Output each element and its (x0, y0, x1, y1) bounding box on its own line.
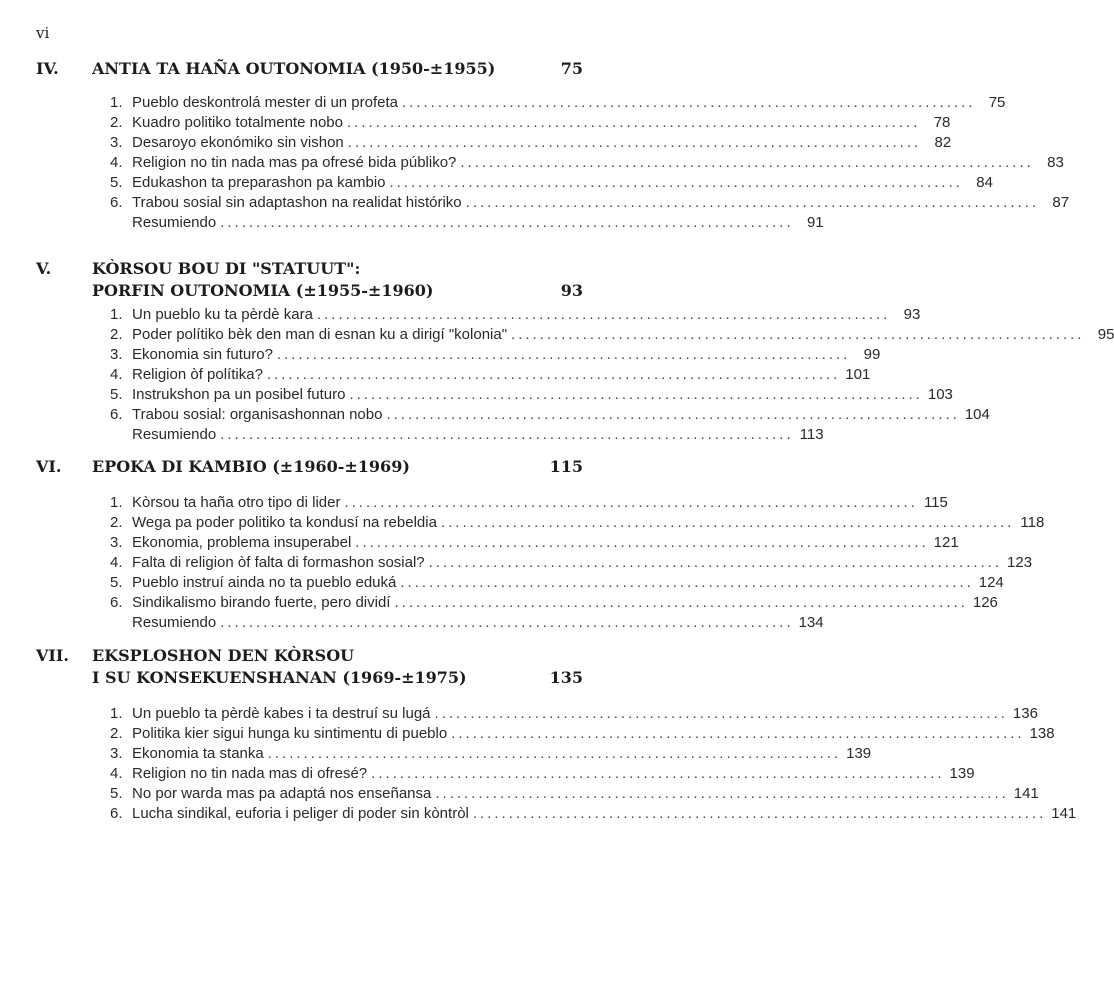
chapter-title-line2: I SU KONSEKUENSHANAN (1969-±1975) (92, 668, 467, 687)
entry-page: 115 (923, 494, 948, 511)
entry-number: 2. (110, 326, 123, 343)
toc-entry[interactable]: 1. Un pueblo ta pèrdè kabes i ta destruí su lugá ................................................................................ 136 (110, 705, 1038, 722)
chapter-title: ANTIA TA HAÑA OUTONOMIA (1950-±1955) (92, 59, 496, 78)
toc-entry[interactable]: 4. Falta di religion òf falta di formashon sosial? ................................................................................ 123 (110, 554, 1033, 571)
toc-entry[interactable]: 2. Poder polítiko bèk den man di esnan ku a dirigí "kolonia" ................................................................................ 95 (110, 326, 1114, 343)
entry-text: Sindikalismo birando fuerte, pero dividí (132, 594, 391, 611)
entry-text: Instrukshon pa un posibel futuro (132, 386, 346, 403)
toc-entry[interactable]: 4. Religion no tin nada mas pa ofresé bida públiko? ................................................................................ 83 (110, 154, 1064, 171)
toc-entry[interactable]: 6. Lucha sindikal, euforia i peliger di poder sin kòntròl ................................................................................ 141 (110, 805, 1077, 822)
entry-number: 6. (110, 805, 123, 822)
entry-number: 3. (110, 134, 123, 151)
entry-number: 6. (110, 194, 123, 211)
entry-page: 82 (934, 134, 952, 151)
toc-entry[interactable]: 3. Ekonomia ta stanka ................................................................................ 139 (110, 745, 872, 762)
entry-text: Edukashon ta preparashon pa kambio (132, 174, 386, 191)
toc-entry-summary[interactable]: Resumiendo ................................................................................ 91 (132, 214, 824, 231)
entry-number: 4. (110, 154, 123, 171)
entry-page: 126 (972, 594, 998, 611)
toc-entry-summary[interactable]: Resumiendo ................................................................................ 134 (132, 614, 824, 631)
entry-number: 2. (110, 114, 123, 131)
entry-page: 141 (1013, 785, 1039, 802)
entry-number: 4. (110, 765, 123, 782)
entry-page: 75 (988, 94, 1006, 111)
entry-page: 141 (1051, 805, 1077, 822)
entry-page: 134 (798, 614, 824, 631)
entry-page: 104 (964, 406, 990, 423)
entry-page: 91 (806, 214, 824, 231)
entry-page: 118 (1020, 514, 1045, 531)
entry-number: 3. (110, 534, 123, 551)
entry-text: No por warda mas pa adaptá nos enseñansa (132, 785, 432, 802)
entry-page: 95 (1097, 326, 1114, 343)
entry-text: Resumiendo (132, 614, 217, 631)
entry-number: 5. (110, 785, 123, 802)
entry-number: 1. (110, 94, 123, 111)
chapter-page: 75 (560, 59, 583, 78)
entry-page: 113 (799, 426, 824, 443)
toc-entry[interactable]: 3. Ekonomia sin futuro? ................................................................................ 99 (110, 346, 881, 363)
toc-entry[interactable]: 2. Politika kier sigui hunga ku sintimentu di pueblo ................................................................................ 138 (110, 725, 1055, 742)
entry-number: 4. (110, 554, 123, 571)
toc-entry[interactable]: 1. Pueblo deskontrolá mester di un profeta ................................................................................ 75 (110, 94, 1006, 111)
entry-page: 123 (1007, 554, 1033, 571)
page-number: vi (36, 24, 50, 42)
entry-number: 6. (110, 594, 123, 611)
chapter-title: EKSPLOSHON DEN KÒRSOU (92, 646, 355, 665)
entry-text: Falta di religion òf falta di formashon sosial? (132, 554, 425, 571)
entry-number: 5. (110, 386, 123, 403)
entry-number: 1. (110, 494, 123, 511)
entry-number: 2. (110, 514, 123, 531)
entry-text: Wega pa poder politiko ta kondusí na rebeldia (132, 514, 437, 531)
entry-number: 5. (110, 574, 123, 591)
chapter-number: VII. (36, 646, 69, 665)
entry-text: Religion òf polítika? (132, 366, 263, 383)
entry-number: 1. (110, 705, 123, 722)
entry-text: Desaroyo ekonómiko sin vishon (132, 134, 344, 151)
chapter-page: 115 (549, 457, 583, 476)
entry-text: Pueblo deskontrolá mester di un profeta (132, 94, 398, 111)
entry-page: 138 (1029, 725, 1055, 742)
entry-page: 87 (1052, 194, 1070, 211)
toc-entry[interactable]: 5. Pueblo instruí ainda no ta pueblo eduká ................................................................................ 124 (110, 574, 1004, 591)
toc-entry[interactable]: 1. Kòrsou ta haña otro tipo di lider ................................................................................ 115 (110, 494, 948, 511)
entry-text: Ekonomia sin futuro? (132, 346, 273, 363)
chapter-title: KÒRSOU BOU DI "STATUUT": (92, 259, 361, 278)
chapter-number: VI. (36, 457, 62, 476)
chapter-title: EPOKA DI KAMBIO (±1960-±1969) (92, 457, 410, 476)
toc-entry[interactable]: 4. Religion òf polítika? ................................................................................ 101 (110, 366, 871, 383)
chapter-page: 93 (560, 281, 583, 300)
entry-page: 83 (1047, 154, 1064, 171)
toc-entry[interactable]: 6. Sindikalismo birando fuerte, pero dividí ................................................................................ 126 (110, 594, 998, 611)
entry-text: Ekonomia ta stanka (132, 745, 264, 762)
entry-text: Politika kier sigui hunga ku sintimentu di pueblo (132, 725, 448, 742)
entry-page: 99 (863, 346, 881, 363)
toc-entry[interactable]: 5. Instrukshon pa un posibel futuro ................................................................................ 103 (110, 386, 953, 403)
entry-text: Poder polítiko bèk den man di esnan ku a dirigí "kolonia" (132, 326, 508, 343)
toc-entry[interactable]: 4. Religion no tin nada mas di ofresé? ................................................................................ 139 (110, 765, 975, 782)
toc-entry[interactable]: 6. Trabou sosial: organisashonnan nobo ................................................................................ 104 (110, 406, 990, 423)
entry-page: 84 (976, 174, 993, 191)
entry-page: 78 (933, 114, 951, 131)
chapter-number: V. (36, 259, 52, 278)
entry-number: 3. (110, 346, 123, 363)
toc-entry[interactable]: 6. Trabou sosial sin adaptashon na realidat históriko ................................................................................ 87 (110, 194, 1070, 211)
toc-entry[interactable]: 3. Desaroyo ekonómiko sin vishon ................................................................................ 82 (110, 134, 952, 151)
entry-number: 5. (110, 174, 123, 191)
entry-page: 124 (978, 574, 1004, 591)
chapter-title-line2: PORFIN OUTONOMIA (±1955-±1960) (92, 281, 434, 300)
entry-page: 93 (903, 306, 921, 323)
entry-page: 101 (845, 366, 871, 383)
entry-page: 139 (846, 745, 872, 762)
entry-number: 6. (110, 406, 123, 423)
toc-entry[interactable]: 5. Edukashon ta preparashon pa kambio ................................................................................ 84 (110, 174, 993, 191)
toc-entry[interactable]: 2. Wega pa poder politiko ta kondusí na rebeldia ................................................................................ 118 (110, 514, 1045, 531)
entry-page: 139 (949, 765, 975, 782)
chapter-number: IV. (36, 59, 59, 78)
entry-text: Trabou sosial: organisashonnan nobo (132, 406, 383, 423)
toc-entry[interactable]: 5. No por warda mas pa adaptá nos enseñansa ................................................................................ 141 (110, 785, 1039, 802)
toc-entry[interactable]: 3. Ekonomia, problema insuperabel ................................................................................ 121 (110, 534, 959, 551)
entry-text: Un pueblo ku ta pèrdè kara (132, 306, 313, 323)
entry-text: Religion no tin nada mas di ofresé? (132, 765, 368, 782)
toc-entry-summary[interactable]: Resumiendo ................................................................................ 113 (132, 426, 824, 443)
entry-number: 3. (110, 745, 123, 762)
chapter-page: 135 (549, 668, 583, 687)
entry-page: 121 (933, 534, 959, 551)
entry-text: Un pueblo ta pèrdè kabes i ta destruí su lugá (132, 705, 431, 722)
entry-number: 2. (110, 725, 123, 742)
entry-text: Resumiendo (132, 426, 217, 443)
entry-text: Trabou sosial sin adaptashon na realidat históriko (132, 194, 462, 211)
entry-page: 103 (927, 386, 953, 403)
entry-text: Lucha sindikal, euforia i peliger di poder sin kòntròl (132, 805, 469, 822)
entry-text: Ekonomia, problema insuperabel (132, 534, 352, 551)
entry-number: 4. (110, 366, 123, 383)
toc-entry[interactable]: 2. Kuadro politiko totalmente nobo ................................................................................ 78 (110, 114, 951, 131)
entry-text: Religion no tin nada mas pa ofresé bida públiko? (132, 154, 457, 171)
entry-page: 136 (1012, 705, 1038, 722)
toc-entry[interactable]: 1. Un pueblo ku ta pèrdè kara ................................................................................ 93 (110, 306, 921, 323)
entry-text: Kòrsou ta haña otro tipo di lider (132, 494, 341, 511)
entry-text: Kuadro politiko totalmente nobo (132, 114, 343, 131)
entry-number: 1. (110, 306, 123, 323)
entry-text: Resumiendo (132, 214, 217, 231)
entry-text: Pueblo instruí ainda no ta pueblo eduká (132, 574, 397, 591)
